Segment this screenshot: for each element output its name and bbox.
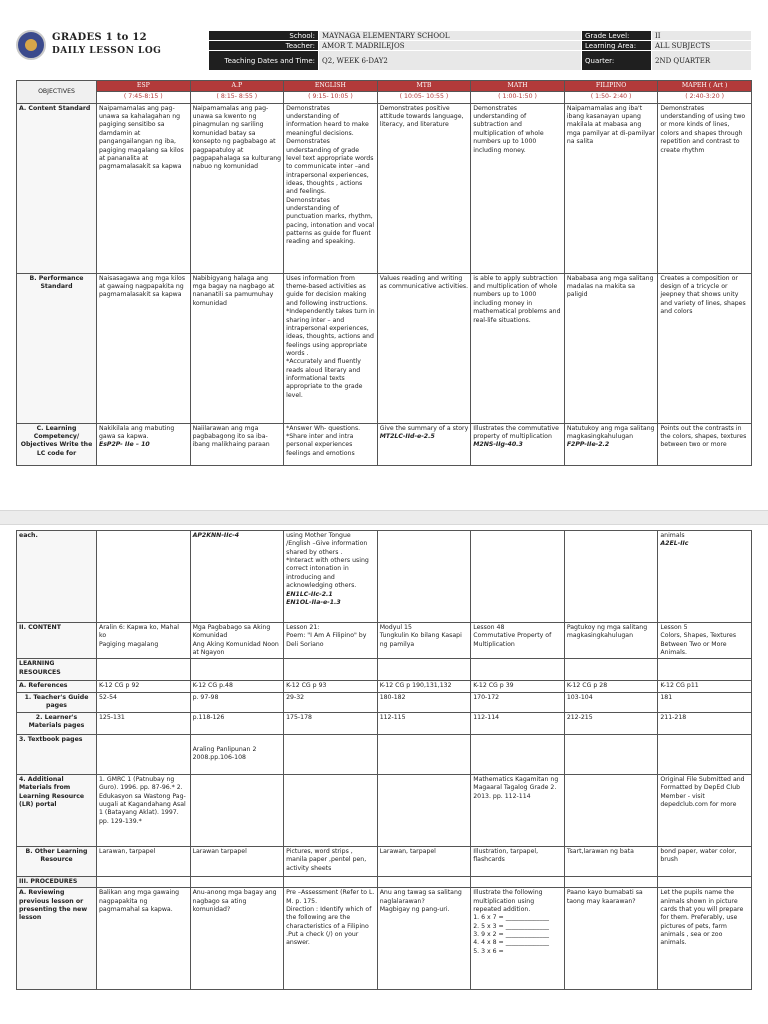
quarter-label: Quarter: [582,51,652,71]
lc-code: EsP2P- IIe – 10 [99,441,150,449]
cell: Pagtukoy ng mga salitang magkasingkahulugan [564,623,658,659]
cell [471,659,565,681]
cell [658,876,752,887]
cell: K-12 CG p.48 [190,681,284,692]
subject-math: MATH [471,81,565,92]
cell: Larawan tarpapel [190,846,284,876]
cell: Lesson 48 Commutative Property of Multiplication [471,623,565,659]
cell: Illustrate the following multiplication using repeated addition. 1. 6 x 7 = ______________ 2. 5 x 3 = ______________ 3. 9 x 2 = ______________ 4. 4 x 8 = ______________ 5. 3 x 6 = [471,888,565,990]
cell: K-12 CG p 92 [97,681,191,692]
title-line1: GRADES 1 to 12 [52,32,147,43]
lc-code: F2PP-IIe-2.2 [566,441,610,449]
row-label: III. PROCEDURES [17,876,97,887]
subject-english: ENGLISH [284,81,378,92]
title-line2: DAILY LESSON LOG [52,46,162,56]
cell: Uses information from theme-based activities as guide for decision making and following instructions. *Independently takes turn in sharing inter – and intrapersonal experiences, ideas, thoughts, actions and feelings using appropriate words . *Accurately and fluently reads aloud literary and informational texts appropriate to the grade level. [284,273,378,423]
cell: Modyul 15 Tungkulin Ko bilang Kasapi ng pamilya [377,623,471,659]
cell-text: Natutukoy ang mga salitang magkasingkahulugan [566,424,655,441]
row-label: C. Learning Competency/ Objectives Write the LC code for [17,423,97,465]
cell [190,659,284,681]
cell [97,876,191,887]
cell [377,876,471,887]
lesson-table-page1 [16,80,752,466]
time-row [17,92,752,103]
cell [471,876,565,887]
cell [190,774,284,846]
header-info-table [208,30,752,71]
cell [471,423,565,465]
grade-label: Grade Level: [582,31,652,41]
cell: 212-215 [564,712,658,734]
cell: Demonstrates understanding of using two or more kinds of lines, colors and shapes through repetition and contrast to create rhythm [658,103,752,273]
cell: K-12 CG p 190,131,132 [377,681,471,692]
cell [190,876,284,887]
dates-label: Teaching Dates and Time: [209,51,319,71]
other-resources-row [17,846,752,876]
cell [658,734,752,774]
cell: K-12 CG p11 [658,681,752,692]
textbook-row [17,734,752,774]
content-row [17,623,752,659]
subject-esp: ESP [97,81,191,92]
time-english: ( 9:15- 10:05 ) [284,92,378,103]
quarter-value: 2ND QUARTER [652,51,752,71]
cell: Naipamamalas ang iba't ibang kasanayan upang makilala at mabasa ang mga pamilyar at di-pamilyar na salita [564,103,658,273]
teacher-label: Teacher: [209,41,319,51]
cell [658,531,752,623]
cell: Let the pupils name the animals shown in picture cards that you will prepare for them. Preferably, use pictures of pets, farm animals , sea or zoo animals. [658,888,752,990]
cell: Anu ang tawag sa salitang naglalarawan? Magbigay ng pang-uri. [377,888,471,990]
cell: Values reading and writing as communicative activities. [377,273,471,423]
cell: 52-54 [97,692,191,712]
lc-code: MT2LC-IId-e-2.5 [379,433,435,441]
cell [377,423,471,465]
cell: Larawan, tarpapel [377,846,471,876]
cell: Mga Pagbabago sa Aking Komunidad Ang Aking Komunidad Noon at Ngayon [190,623,284,659]
cell: Points out the contrasts in the colors, shapes, textures between two or more [658,423,752,465]
cell: 181 [658,692,752,712]
row-label: B. Other Learning Resource [17,846,97,876]
cell: K-12 CG p 93 [284,681,378,692]
deped-seal-icon [16,30,46,60]
cell-text: using Mother Tongue /English –Give information shared by others . *Interact with others using correct intonation in introducing and acknowledging others. [286,532,369,590]
cell: Nababasa ang mga salitang madalas na makita sa paligid [564,273,658,423]
lc-code: M2NS-IIg-40.3 [473,441,523,449]
teacher-value: AMOR T. MADRILEJOS [319,41,582,51]
subject-filipino: FILIPINO [564,81,658,92]
cell: Mathematics Kagamitan ng Magaaral Tagalog Grade 2. 2013. pp. 112-114 [471,774,565,846]
teacher-guide-row [17,692,752,712]
cell [564,531,658,623]
subject-mapeh: MAPEH ( Art ) [658,81,752,92]
cell [564,659,658,681]
row-label: A. References [17,681,97,692]
area-value: ALL SUBJECTS [652,41,752,51]
cell [658,659,752,681]
cell: 112-115 [377,712,471,734]
cell [190,531,284,623]
row-label: each. [17,531,97,623]
cell [284,659,378,681]
row-label: 1. Teacher's Guide pages [17,692,97,712]
cell: p.118-126 [190,712,284,734]
row-label: 3. Textbook pages [17,734,97,774]
cell: 125-131 [97,712,191,734]
cell: 180-182 [377,692,471,712]
cell: 175-178 [284,712,378,734]
school-label: School: [209,31,319,41]
cell: Demonstrates positive attitude towards language, literacy, and literature [377,103,471,273]
cell-text: animals [660,532,685,539]
subject-mtb: MTB [377,81,471,92]
area-label: Learning Area: [582,41,652,51]
cell [377,531,471,623]
cell: Tsart,larawan ng bata [564,846,658,876]
row-label: 2. Learner's Materials pages [17,712,97,734]
cell: Illustration, tarpapel, flashcards [471,846,565,876]
cell: 211-218 [658,712,752,734]
row-label: A. Content Standard [17,103,97,273]
time-math: ( 1:00-1:50 ) [471,92,565,103]
page-1 [0,0,768,510]
page-gap [0,510,768,525]
cell: Original File Submitted and Formatted by DepEd Club Member - visit depedclub.com for more [658,774,752,846]
cell-text: Illustrates the commutative property of multiplication [473,424,559,441]
cell: Balikan ang mga gawaing nagpapakita ng pagmamahal sa kapwa. [97,888,191,990]
learner-materials-row [17,712,752,734]
cell [97,659,191,681]
cell: 112-114 [471,712,565,734]
time-mtb: ( 10:05- 10:55 ) [377,92,471,103]
cell: Anu-anong mga bagay ang nagbago sa ating komunidad? [190,888,284,990]
cell: Naipamamalas ang pag-unawa sa kahalagahan ng pagiging sensitibo sa damdamin at pangangailangan ng iba, pagiging magalang sa kilos at pananalita at pagmamalasakit sa kapwa [97,103,191,273]
cell: Naisasagawa ang mga kilos at gawaing nagpapakita ng pagmamalasakit sa kapwa [97,273,191,423]
cell: Aralin 6: Kapwa ko, Mahal ko Pagiging magalang [97,623,191,659]
cell [377,659,471,681]
cell [97,531,191,623]
cell: Paano kayo bumabati sa taong may kaarawan? [564,888,658,990]
cell: Araling Panlipunan 2 2008.pp.106-108 [190,734,284,774]
competency-row [17,423,752,465]
cell [377,774,471,846]
cell [97,423,191,465]
cell [284,531,378,623]
page-2 [0,525,768,1024]
cell: 29-32 [284,692,378,712]
cell: Lesson 21: Poem: "I Am A Filipino" by Deli Soriano [284,623,378,659]
school-value: MAYNAGA ELEMENTARY SCHOOL [319,31,582,41]
cell: is able to apply subtraction and multiplication of whole numbers up to 1000 including money in mathematical problems and real-life situations. [471,273,565,423]
time-esp: ( 7:45-8:15 ) [97,92,191,103]
objectives-header: OBJECTIVES [17,81,97,104]
dates-value: Q2, WEEK 6-DAY2 [319,51,582,71]
cell [284,774,378,846]
time-mapeh: ( 2:40-3:20 ) [658,92,752,103]
cell: p. 97-98 [190,692,284,712]
grade-value: II [652,31,752,41]
lesson-table-page2 [16,530,752,990]
cell: Lesson 5 Colors, Shapes, Textures Between Two or More Animals. [658,623,752,659]
row-label: A. Reviewing previous lesson or presenting the new lesson [17,888,97,990]
cell-text: Nakikilala ang mabuting gawa sa kapwa. [99,424,175,441]
cell: Creates a composition or design of a tricycle or jeepney that shows unity and variety of lines, shapes and colors [658,273,752,423]
cell [471,531,565,623]
row-label: II. CONTENT [17,623,97,659]
reviewing-row [17,888,752,990]
additional-materials-row [17,774,752,846]
cell: Pre –Assessment (Refer to L. M. p. 175. Direction : Identify which of the following are the characteristics of a Filipino .Put a check (/) on your answer. [284,888,378,990]
cell [564,734,658,774]
cell-text: Give the summary of a story [379,424,469,432]
cell: 103-104 [564,692,658,712]
cell: 1. GMRC 1 (Patnubay ng Guro). 1996. pp. 87-96.* 2. Edukasyon sa Wastong Pag-uugali at Kagandahang Asal 1 (Batayang Aklat). 1997. pp. 129-139.* [97,774,191,846]
cell [190,423,284,465]
subject-ap: A.P [190,81,284,92]
row-label: LEARNING RESOURCES [17,659,97,681]
each-row [17,531,752,623]
cell [284,876,378,887]
cell: bond paper, water color, brush [658,846,752,876]
cell [471,734,565,774]
time-ap: ( 8:15- 8:55 ) [190,92,284,103]
cell: *Answer Wh- questions. *Share inter and intra personal experiences feelings and emotions [284,423,378,465]
cell: Demonstrates understanding of information heard to make meaningful decisions. Demonstrates understanding of grade level text appropriate words to communicate inter –and intrapersonal experiences, ideas, thoughts , actions and feelings. Demonstrates understanding of punctuation marks, rhythm, pacing, intonation and vocal patterns as guide for fluent reading and speaking. [284,103,378,273]
subject-header-row [17,81,752,92]
lc-code: AP2KNN-IIc-4 [192,532,240,539]
cell: K-12 CG p 28 [564,681,658,692]
cell: Naipamamalas ang pag-unawa sa kwento ng pinagmulan ng sariling komunidad batay sa konsepto ng pagbabago at pagpapatuloy at pagpapahalaga sa kulturang nabuo ng komunidad [190,103,284,273]
cell [97,734,191,774]
cell [564,774,658,846]
performance-standard-row [17,273,752,423]
cell [284,734,378,774]
references-row [17,681,752,692]
lc-code: EN1LC-IIc-2.1 EN1OL-IIa-e-1.3 [286,590,341,606]
header [16,30,752,72]
cell [377,734,471,774]
cell: Larawan, tarpapel [97,846,191,876]
content-standard-row [17,103,752,273]
procedures-row [17,876,752,887]
row-label: B. Performance Standard [17,273,97,423]
cell: K-12 CG p 39 [471,681,565,692]
cell [564,423,658,465]
cell: 170-172 [471,692,565,712]
row-label: 4. Additional Materials from Learning Resource (LR) portal [17,774,97,846]
cell: Pictures, word strips , manila paper ,pentel pen, activity sheets [284,846,378,876]
time-filipino: ( 1:50- 2:40 ) [564,92,658,103]
cell: Demonstrates understanding of subtraction and multiplication of whole numbers up to 1000 including money. [471,103,565,273]
cell: Nabibigyang halaga ang mga bagay na nagbago at nananatili sa pamumuhay komunidad [190,273,284,423]
lc-code: A2EL-IIc [660,540,689,548]
learning-resources-row [17,659,752,681]
cell-text: Naiilarawan ang mga pagbabagong ito sa iba-ibang malikhaing paraan [192,424,270,449]
cell [564,876,658,887]
